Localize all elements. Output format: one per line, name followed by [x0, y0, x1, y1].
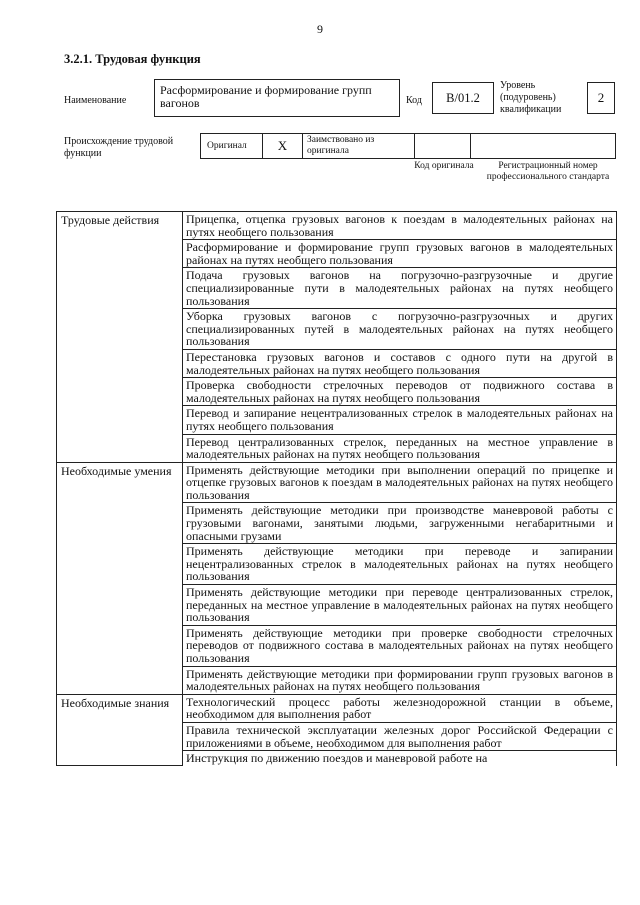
section-category: Трудовые действия	[57, 212, 183, 463]
level-label: Уровень (подуровень) квалификации	[500, 80, 562, 115]
table-cell: Инструкция по движению поездов и маневровой работе на	[183, 751, 617, 766]
function-table	[56, 211, 617, 766]
qualification-level-field: 2	[587, 82, 615, 114]
section-category: Необходимые знания	[57, 694, 183, 765]
table-cell: Применять действующие методики при выполнении операций по прицепке и отцепке грузовых вагонов к поездам в малодеятельных районах на путях необщего пользования	[183, 462, 617, 503]
table-cell: Применять действующие методики при переводе и запирании нецентрализованных стрелок в малодеятельных районах на путях необщего пользования	[183, 544, 617, 585]
table-cell: Расформирование и формирование групп грузовых вагонов в малодеятельных районах на путях необщего пользования	[183, 240, 617, 268]
table-row	[57, 212, 617, 240]
function-name-field: Расформирование и формирование групп вагонов	[154, 79, 400, 117]
origin-label: Происхождение трудовой функции	[64, 136, 174, 159]
table-cell: Применять действующие методики при проверке свободности стрелочных переводов от подвижного состава в малодеятельных районах на путях необщего пользования	[183, 625, 617, 666]
reg-number-cell	[471, 134, 615, 158]
origin-row	[200, 133, 616, 159]
table-row	[57, 694, 617, 722]
table-cell: Уборка грузовых вагонов с погрузочно-разгрузочных и других специализированных путей в малодеятельных районах на путях необщего пользования	[183, 309, 617, 350]
table-cell: Правила технической эксплуатации железных дорог Российской Федерации с приложениями в объеме, необходимом для выполнения работ	[183, 722, 617, 750]
code-label: Код	[406, 95, 422, 106]
name-label: Наименование	[64, 95, 127, 106]
reg-number-caption: Регистрационный номер профессионального стандарта	[486, 161, 610, 182]
borrowed-label: Заимствовано из оригинала	[303, 134, 415, 158]
table-cell: Перестановка грузовых вагонов и составов с одного пути на другой в малодеятельных районах на путях необщего пользования	[183, 349, 617, 377]
table-cell: Прицепка, отцепка грузовых вагонов к поездам в малодеятельных районах на путях необщего пользования	[183, 212, 617, 240]
section-category: Необходимые умения	[57, 462, 183, 694]
original-mark: X	[263, 134, 303, 158]
function-table-container	[56, 211, 618, 834]
page-number: 9	[317, 22, 323, 36]
table-cell: Технологический процесс работы железнодорожной станции в объеме, необходимом для выполнения работ	[183, 694, 617, 722]
table-cell: Применять действующие методики при переводе централизованных стрелок, переданных на местное управление в малодеятельных районах на путях необщего пользования	[183, 585, 617, 626]
original-code-cell	[415, 134, 471, 158]
section-title: 3.2.1. Трудовая функция	[64, 52, 201, 66]
table-cell: Подача грузовых вагонов на погрузочно-разгрузочные и другие специализированные пути в малодеятельных районах на путях необщего пользования	[183, 268, 617, 309]
table-cell: Применять действующие методики при производстве маневровой работы с грузовыми вагонами, занятыми людьми, загруженными негабаритными и опасными грузами	[183, 503, 617, 544]
table-cell: Применять действующие методики при формировании групп грузовых вагонов в малодеятельных районах на путях необщего пользования	[183, 666, 617, 694]
table-cell: Проверка свободности стрелочных переводов от подвижного состава в малодеятельных районах на путях необщего пользования	[183, 378, 617, 406]
table-row	[57, 462, 617, 503]
table-cell: Перевод и запирание нецентрализованных стрелок в малодеятельных районах на путях необщего пользования	[183, 406, 617, 434]
original-label: Оригинал	[201, 134, 263, 158]
code-original-caption: Код оригинала	[414, 161, 474, 171]
function-code-field: В/01.2	[432, 82, 494, 114]
table-cell: Перевод централизованных стрелок, переданных на местное управление в малодеятельных районах на путях необщего пользования	[183, 434, 617, 462]
